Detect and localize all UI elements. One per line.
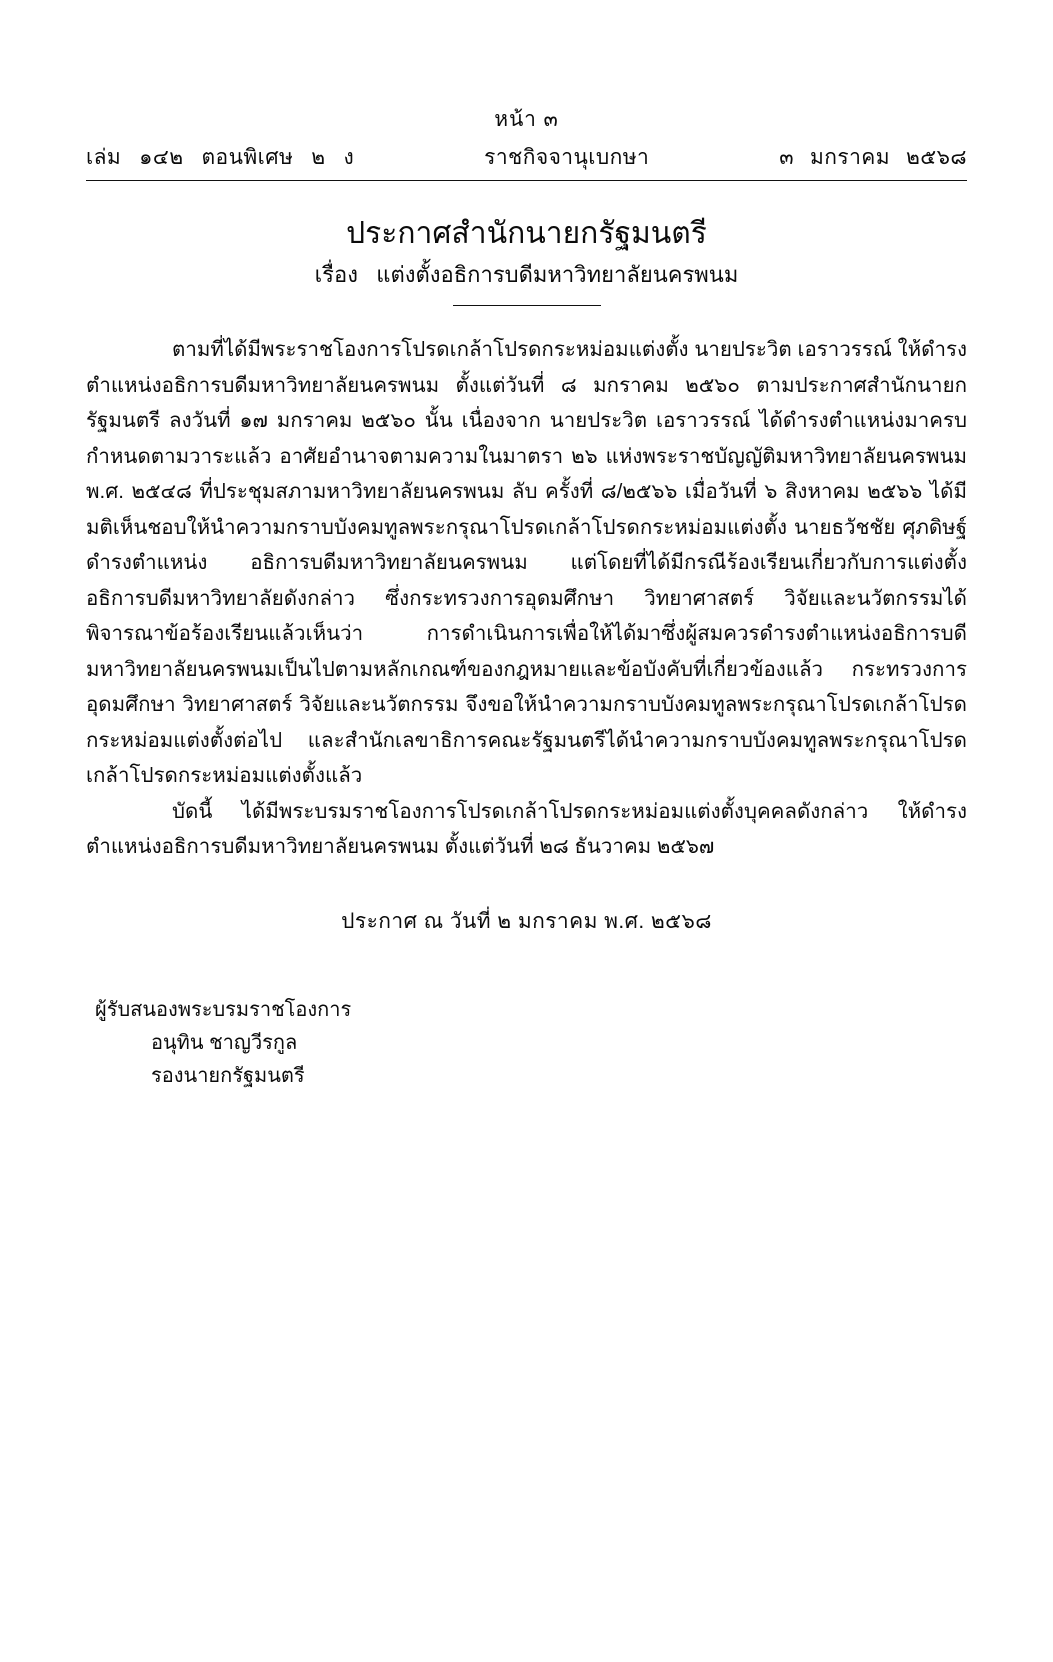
page-title: ประกาศสำนักนายกรัฐมนตรี — [346, 217, 707, 251]
volume-number: ๑๔๒ — [139, 146, 184, 170]
header-date-month: มกราคม — [810, 146, 891, 170]
subject-label: เรื่อง — [314, 261, 358, 287]
subject-text: แต่งตั้งอธิการบดีมหาวิทยาลัยนครพนม — [376, 261, 739, 287]
body-paragraph-1: ตามที่ได้มีพระราชโองการโปรดเกล้าโปรดกระหม่อมแต่งตั้ง นายประวิต เอราวรรณ์ ให้ดำรงตำแหน่งอธิการบดีมหาวิทยาลัยนครพนม ตั้งแต่วันที่ ๘ มกราคม ๒๕๖๐ ตามประกาศสำนักนายกรัฐมนตรี ลงวันที่ ๑๗ มกราคม ๒๕๖๐ นั้น เนื่องจาก นายประวิต เอราวรรณ์ ได้ดำรงตำแหน่งมาครบกำหนดตามวาระแล้ว อาศัยอำนาจตามความในมาตรา ๒๖ แห่งพระราชบัญญัติมหาวิทยาลัยนครพนม พ.ศ. ๒๕๔๘ ที่ประชุมสภามหาวิทยาลัยนครพนม ลับ ครั้งที่ ๘/๒๕๖๖ เมื่อวันที่ ๖ สิงหาคม ๒๕๖๖ ได้มีมติเห็นชอบให้นำความกราบบังคมทูลพระกรุณาโปรดเกล้าโปรดกระหม่อมแต่งตั้ง นายธวัชชัย ศุภดิษฐ์ ดำรงตำแหน่ง อธิการบดีมหาวิทยาลัยนครพนม แต่โดยที่ได้มีกรณีร้องเรียนเกี่ยวกับการแต่งตั้งอธิการบดีมหาวิทยาลัยดังกล่าว ซึ่งกระทรวงการอุดมศึกษา วิทยาศาสตร์ วิจัยและนวัตกรรมได้พิจารณาข้อร้องเรียนแล้วเห็นว่า การดำเนินการเพื่อให้ได้มาซึ่งผู้สมควรดำรงตำแหน่งอธิการบดีมหาวิทยาลัยนครพนมเป็นไปตามหลักเกณฑ์ของกฎหมายและข้อบังคับที่เกี่ยวข้องแล้ว กระทรวงการอุดมศึกษา วิทยาศาสตร์ วิจัยและนวัตกรรม จึงขอให้นำความกราบบังคมทูลพระกรุณาโปรดเกล้าโปรดกระหม่อมแต่งตั้งต่อไป และสำนักเลขาธิการคณะรัฐมนตรีได้นำความกราบบังคมทูลพระกรุณาโปรดเกล้าโปรดกระหม่อมแต่งตั้งแล้ว — [86, 338, 967, 788]
header-date-day: ๓ — [779, 146, 794, 170]
section-letter: ง — [343, 146, 355, 170]
body-paragraph-2: บัดนี้ ได้มีพระบรมราชโองการโปรดเกล้าโปรดกระหม่อมแต่งตั้งบุคคลดังกล่าว ให้ดำรงตำแหน่งอธิการบดีมหาวิทยาลัยนครพนม ตั้งแต่วันที่ ๒๘ ธันวาคม ๒๕๖๗ — [86, 799, 967, 859]
gazette-name: ราชกิจจานุเบกษา — [484, 146, 650, 170]
document-subject — [0, 261, 1053, 290]
signatory-role: รองนายกรัฐมนตรี — [151, 1064, 305, 1087]
header-divider — [86, 180, 967, 181]
signature-block — [95, 994, 1053, 1093]
page-number: หน้า ๓ — [494, 108, 559, 131]
section-number: ๒ — [311, 146, 326, 170]
countersign-label: ผู้รับสนองพระบรมราชโองการ — [95, 998, 352, 1021]
signatory-name: อนุทิน ชาญวีรกูล — [151, 1031, 298, 1054]
header-date-year: ๒๕๖๘ — [906, 146, 967, 170]
title-divider — [453, 305, 601, 306]
gazette-header — [86, 141, 967, 174]
document-body — [86, 332, 967, 865]
section-label: ตอนพิเศษ — [201, 146, 294, 170]
header-volume-group — [86, 141, 354, 174]
header-date-group — [779, 141, 967, 174]
volume-label: เล่ม — [86, 146, 122, 170]
gazette-page — [0, 108, 1053, 1662]
announcement-date: ประกาศ ณ วันที่ ๒ มกราคม พ.ศ. ๒๕๖๘ — [341, 909, 712, 933]
